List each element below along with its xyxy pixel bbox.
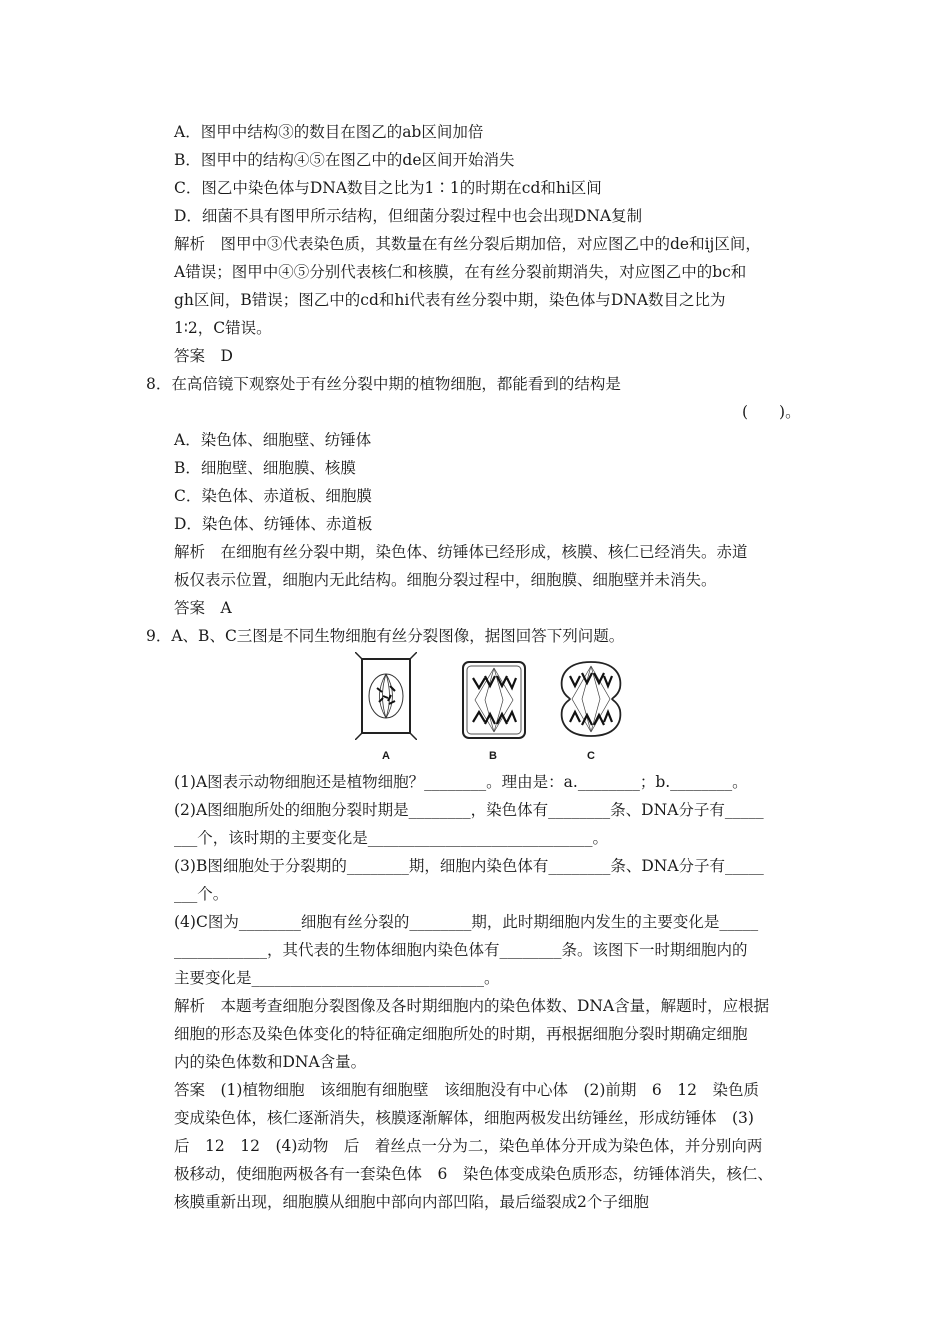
- q9-subquestion-4: ____________，其代表的生物体细胞内染色体有________条。该图下一时期细胞内的: [174, 941, 748, 959]
- q8-option-a: A．染色体、细胞壁、纺锤体: [174, 431, 372, 449]
- q8-option-c: C．染色体、赤道板、细胞膜: [174, 487, 372, 505]
- q9-answer-line: 变成染色体，核仁逐渐消失，核膜逐渐解体，细胞两极发出纺锤丝，形成纺锤体 (3): [174, 1109, 754, 1127]
- q9-subquestion-1: (1)A图表示动物细胞还是植物细胞？________。理由是：a.________；b.________。: [174, 773, 748, 791]
- cell-figure-c: [556, 658, 626, 740]
- q8-analysis-line: 板仅表示位置，细胞内无此结构。细胞分裂过程中，细胞膜、细胞壁并未消失。: [174, 571, 717, 589]
- q7-analysis-line: 1∶2，C错误。: [174, 319, 272, 337]
- q9-subquestion-4: 主要变化是______________________________。: [174, 969, 500, 987]
- q7-option-d: D．细菌不具有图甲所示结构，但细菌分裂过程中也会出现DNA复制: [174, 207, 643, 225]
- q9-subquestion-3: ___个。: [174, 885, 229, 903]
- q9-answer-line: 核膜重新出现，细胞膜从细胞中部向内部凹陷，最后缢裂成2个子细胞: [174, 1193, 649, 1211]
- q9-answer-line: 后 12 12 (4)动物 后 着丝点一分为二，染色单体分开成为染色体，并分别向两: [174, 1137, 763, 1155]
- q8-answer: 答案 A: [174, 599, 232, 617]
- q8-answer-blank: ( )。: [742, 403, 801, 421]
- q9-subquestion-2: ___个，该时期的主要变化是_____________________________。: [174, 829, 609, 847]
- q8-stem: 8．在高倍镜下观察处于有丝分裂中期的植物细胞，都能看到的结构是: [146, 375, 621, 393]
- q9-analysis-line: 细胞的形态及染色体变化的特征确定细胞所处的时期，再根据细胞分裂时期确定细胞: [174, 1025, 748, 1043]
- q7-analysis-line: gh区间，B错误；图乙中的cd和hi代表有丝分裂中期，染色体与DNA数目之比为: [174, 291, 726, 309]
- q9-subquestion-2: (2)A图细胞所处的细胞分裂时期是________，染色体有________条、DNA分子有_____: [174, 801, 764, 819]
- q8-analysis-line: 解析 在细胞有丝分裂中期，染色体、纺锤体已经形成，核膜、核仁已经消失。赤道: [174, 543, 748, 561]
- q9-answer-line: 极移动，使细胞两极各有一套染色体 6 染色体变成染色质形态，纺锤体消失，核仁、: [174, 1165, 773, 1183]
- q7-analysis-line: A错误；图甲中④⑤分别代表核仁和核膜，在有丝分裂前期消失，对应图乙中的bc和: [174, 263, 747, 281]
- figure-label-b: B: [489, 750, 497, 762]
- q7-answer: 答案 D: [174, 347, 233, 365]
- cell-figure-b: [461, 660, 527, 740]
- q9-answer-line: 答案 (1)植物细胞 该细胞有细胞壁 该细胞没有中心体 (2)前期 6 12 染色质: [174, 1081, 759, 1099]
- q7-option-a: A．图甲中结构③的数目在图乙的ab区间加倍: [174, 123, 484, 141]
- q9-analysis-line: 内的染色体数和DNA含量。: [174, 1053, 367, 1071]
- cell-figure-a: [355, 652, 417, 740]
- q9-subquestion-3: (3)B图细胞处于分裂期的________期，细胞内染色体有________条、DNA分子有_____: [174, 857, 764, 875]
- q7-analysis-line: 解析 图甲中③代表染色质，其数量在有丝分裂后期加倍，对应图乙中的de和ij区间，: [174, 235, 761, 253]
- q7-option-b: B．图甲中的结构④⑤在图乙中的de区间开始消失: [174, 151, 515, 169]
- figure-label-a: A: [382, 750, 390, 762]
- q8-option-b: B．细胞壁、细胞膜、核膜: [174, 459, 356, 477]
- q9-stem: 9．A、B、C三图是不同生物细胞有丝分裂图像，据图回答下列问题。: [146, 627, 625, 645]
- q7-option-c: C．图乙中染色体与DNA数目之比为1∶1的时期在cd和hi区间: [174, 179, 602, 197]
- q9-analysis-line: 解析 本题考查细胞分裂图像及各时期细胞内的染色体数、DNA含量，解题时，应根据: [174, 997, 770, 1015]
- q8-option-d: D．染色体、纺锤体、赤道板: [174, 515, 373, 533]
- figure-label-c: C: [587, 750, 595, 762]
- q9-subquestion-4: (4)C图为________细胞有丝分裂的________期，此时期细胞内发生的主要变化是_____: [174, 913, 759, 931]
